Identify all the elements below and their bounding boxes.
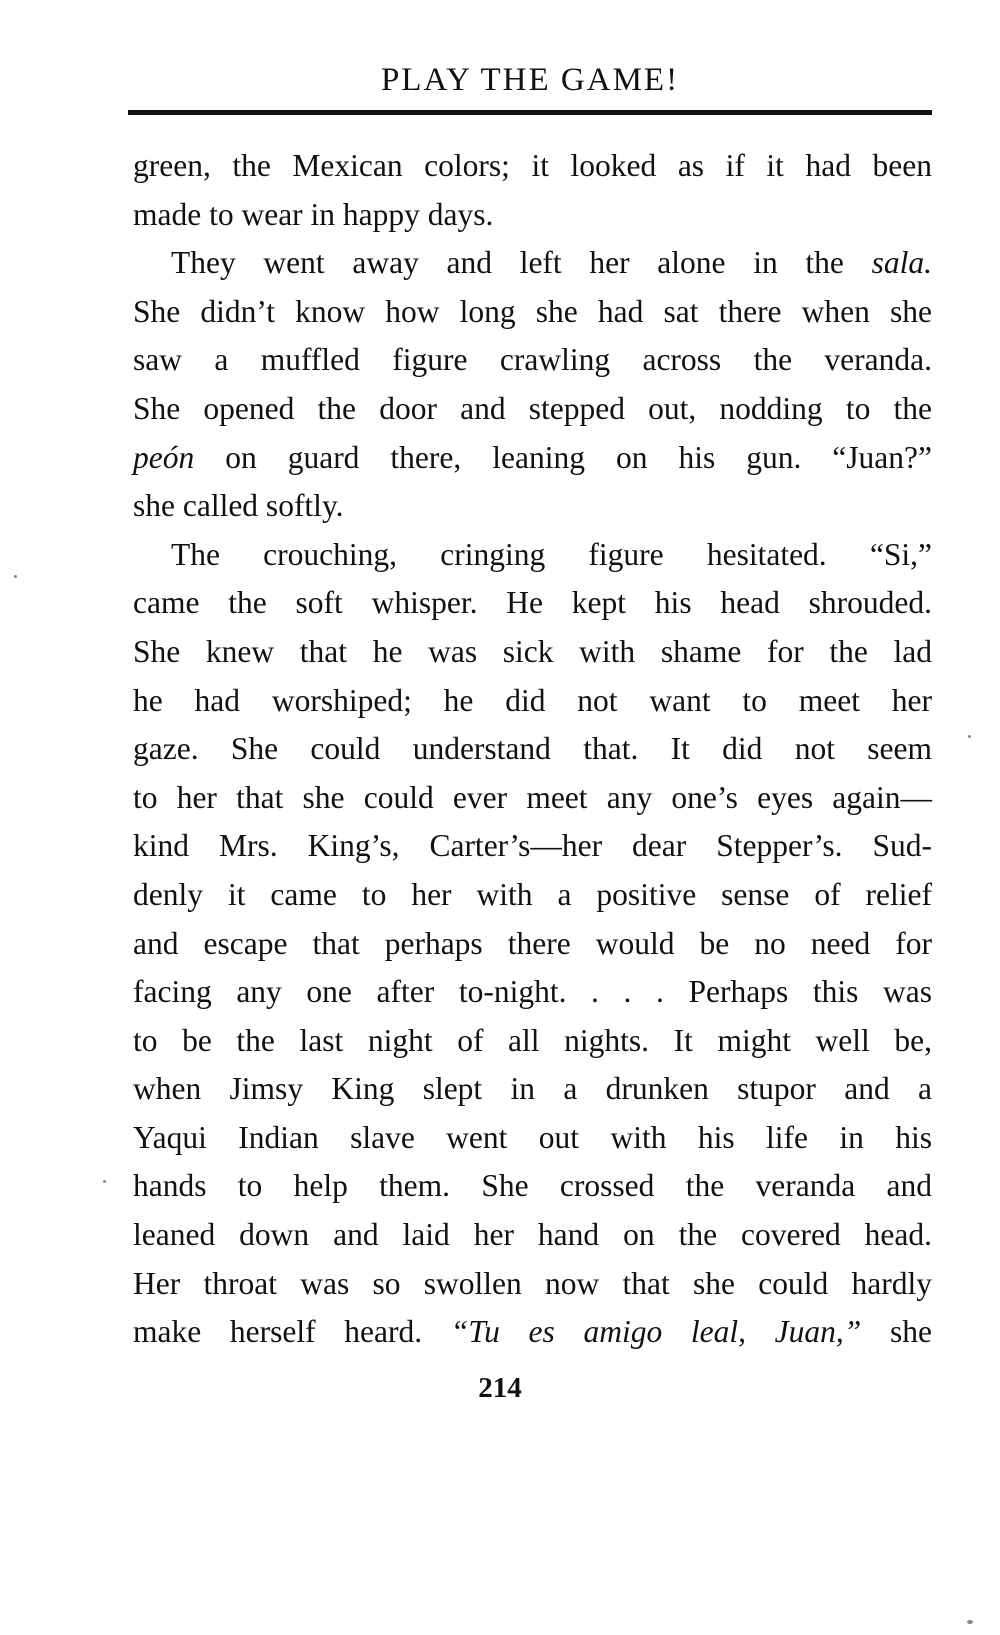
text-line xyxy=(133,191,932,240)
text-segment: make herself heard. xyxy=(133,1314,451,1350)
text-segment: to be the last night of all nights. It might well be, xyxy=(133,1022,932,1058)
text-segment: denly it came to her with a positive sense of relief xyxy=(133,876,932,912)
text-line xyxy=(133,1065,932,1114)
text-segment: She opened the door and stepped out, nodding to the xyxy=(133,390,932,426)
text-line xyxy=(133,968,932,1017)
paper-speck xyxy=(968,735,971,738)
text-line xyxy=(133,579,932,628)
text-segment: She knew that he was sick with shame for the lad xyxy=(133,633,932,669)
text-segment: facing any one after to-night. . . . Perhaps this was xyxy=(133,974,932,1010)
text-segment: Yaqui Indian slave went out with his life in his xyxy=(133,1119,932,1155)
text-segment: she called softly. xyxy=(133,488,344,524)
text-line xyxy=(133,434,932,483)
text-segment: she xyxy=(861,1314,932,1350)
text-segment: Her throat was so swollen now that she could hardly xyxy=(133,1265,932,1301)
text-line xyxy=(133,628,932,677)
italic-text: peón xyxy=(133,439,195,475)
text-line xyxy=(133,871,932,920)
text-segment: and escape that perhaps there would be no need for xyxy=(133,925,932,961)
text-line xyxy=(133,288,932,337)
running-head: PLAY THE GAME! xyxy=(380,62,680,98)
text-segment: green, the Mexican colors; it looked as if it had been xyxy=(133,148,932,183)
text-segment: hands to help them. She crossed the veranda and xyxy=(133,1168,932,1204)
text-line xyxy=(133,1114,932,1163)
text-line xyxy=(133,822,932,871)
text-line xyxy=(133,531,932,580)
text-line xyxy=(133,920,932,969)
text-segment: The crouching, cringing figure hesitated. “Si,” xyxy=(171,536,932,572)
text-segment: She didn’t know how long she had sat there when she xyxy=(133,293,932,329)
text-segment: on guard there, leaning on his gun. “Juan?” xyxy=(194,439,932,475)
body-text xyxy=(133,142,932,1357)
text-line xyxy=(133,1308,932,1357)
text-segment: gaze. She could understand that. It did not seem xyxy=(133,731,932,767)
text-line xyxy=(133,336,932,385)
paper-speck xyxy=(103,1180,106,1183)
text-line xyxy=(133,1017,932,1066)
text-line xyxy=(133,1162,932,1211)
italic-text: sala. xyxy=(871,245,932,281)
text-line xyxy=(133,142,932,191)
text-segment: leaned down and laid her hand on the covered head. xyxy=(133,1217,932,1253)
text-segment: he had worshiped; he did not want to meet her xyxy=(133,682,932,718)
text-line xyxy=(133,725,932,774)
text-line xyxy=(133,677,932,726)
text-line xyxy=(133,239,932,288)
italic-text: “Tu es amigo leal, Juan,” xyxy=(450,1314,862,1350)
text-segment: to her that she could ever meet any one’s eyes again— xyxy=(133,779,932,815)
text-line xyxy=(133,1211,932,1260)
paper-speck xyxy=(14,575,17,578)
text-segment: They went away and left her alone in the xyxy=(171,245,872,281)
text-segment: kind Mrs. King’s, Carter’s—her dear Stepper’s. Sud- xyxy=(133,828,932,864)
text-line xyxy=(133,774,932,823)
text-line xyxy=(133,385,932,434)
paper-speck xyxy=(967,1620,973,1624)
text-segment: saw a muffled figure crawling across the veranda. xyxy=(133,342,932,378)
text-line xyxy=(133,1260,932,1309)
text-segment: made to wear in happy days. xyxy=(133,196,494,232)
page-number: 214 xyxy=(478,1372,522,1404)
text-segment: when Jimsy King slept in a drunken stupor and a xyxy=(133,1071,932,1107)
header-rule xyxy=(128,110,932,115)
text-segment: came the soft whisper. He kept his head shrouded. xyxy=(133,585,932,621)
text-line xyxy=(133,482,932,531)
